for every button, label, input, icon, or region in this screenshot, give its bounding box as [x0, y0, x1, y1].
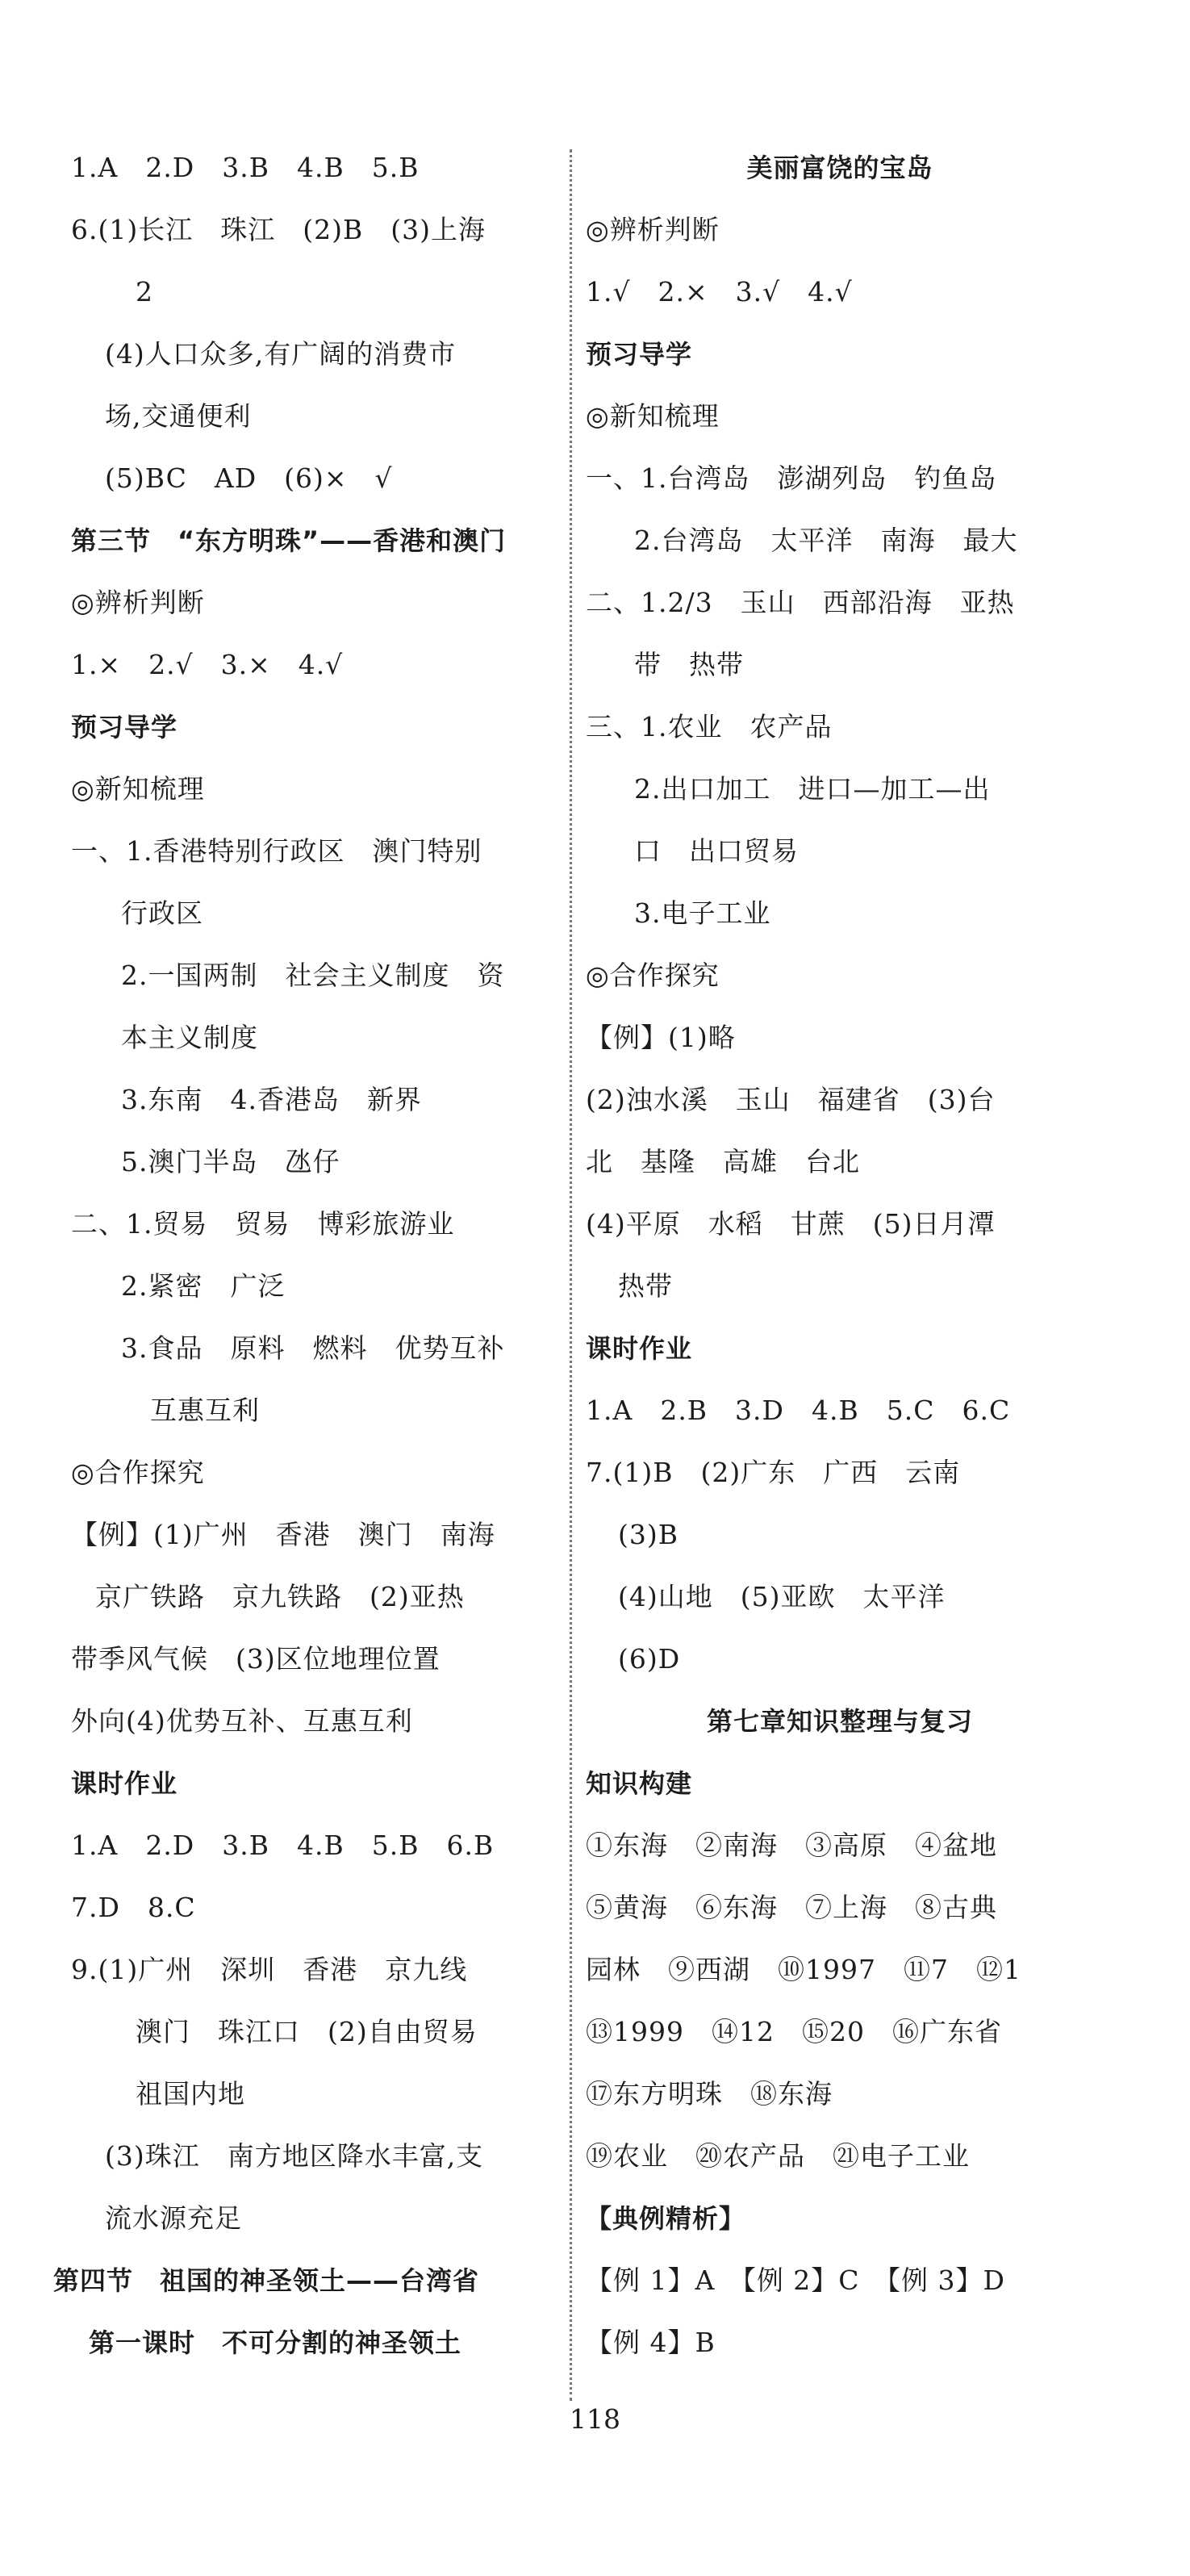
answer-line: (2)浊水溪 玉山 福建省 (3)台 [586, 1084, 996, 1115]
page-number: 118 [570, 2403, 620, 2435]
answer-line: (5)BC AD (6)× √ [105, 462, 393, 494]
answer-line: 2.台湾岛 太平洋 南海 最大 [634, 525, 1018, 556]
answer-line: ◎辨析判断 [586, 214, 720, 245]
answer-line: 外向(4)优势互补、互惠互利 [71, 1705, 413, 1737]
answer-line: 3.食品 原料 燃料 优势互补 [121, 1332, 505, 1364]
answer-line: 园林 ⑨西湖 ⑩1997 ⑪7 ⑫1 [586, 1954, 1021, 1985]
answer-line: 1.A 2.D 3.B 4.B 5.B [71, 152, 420, 183]
answer-line: (4)人口众多,有广阔的消费市 [105, 338, 457, 370]
answer-line: 互惠互利 [150, 1395, 260, 1426]
section-heading: 课时作业 [586, 1333, 693, 1364]
answer-line: 1.A 2.B 3.D 4.B 5.C 6.C [586, 1395, 1011, 1426]
answer-line: 【例】(1)略 [586, 1022, 736, 1053]
answer-line: 热带 [618, 1270, 673, 1302]
column-divider [570, 149, 572, 2401]
answer-line: 2.一国两制 社会主义制度 资 [121, 960, 505, 991]
section-heading: 第一课时 不可分割的神圣领土 [89, 2327, 462, 2358]
answer-line: 二、1.贸易 贸易 博彩旅游业 [71, 1208, 455, 1240]
answer-line: ◎合作探究 [71, 1457, 205, 1488]
answer-line: 6.(1)长江 珠江 (2)B (3)上海 [71, 214, 486, 245]
answer-line: 2 [136, 276, 153, 307]
answer-line: 【例】(1)广州 香港 澳门 南海 [71, 1519, 495, 1550]
answer-line: (6)D [618, 1643, 681, 1675]
answer-line: 1.× 2.√ 3.× 4.√ [71, 649, 344, 680]
answer-line: 2.紧密 广泛 [121, 1270, 286, 1302]
answer-line: ◎辨析判断 [71, 587, 205, 618]
answer-line: ⑤黄海 ⑥东海 ⑦上海 ⑧古典 [586, 1892, 997, 1923]
section-heading: 预习导学 [586, 339, 693, 370]
answer-line: 带 热带 [634, 649, 744, 680]
answer-line: (4)平原 水稻 甘蔗 (5)日月潭 [586, 1208, 996, 1240]
answer-line: ⑰东方明珠 ⑱东海 [586, 2078, 833, 2110]
answer-line: ①东海 ②南海 ③高原 ④盆地 [586, 1830, 997, 1861]
answer-line: 【例 4】B [586, 2327, 716, 2358]
answer-line: ⑬1999 ⑭12 ⑮20 ⑯广东省 [586, 2016, 1002, 2047]
section-heading: 第七章知识整理与复习 [706, 1706, 973, 1737]
answer-line: 澳门 珠江口 (2)自由贸易 [136, 2016, 478, 2047]
answer-line: 京广铁路 京九铁路 (2)亚热 [95, 1581, 465, 1612]
answer-line: 行政区 [121, 897, 203, 929]
answer-line: 一、1.台湾岛 澎湖列岛 钓鱼岛 [586, 462, 997, 494]
section-heading: 知识构建 [586, 1768, 693, 1799]
answer-line: 二、1.2/3 玉山 西部沿海 亚热 [586, 587, 1015, 618]
answer-line: 5.澳门半岛 氹仔 [121, 1146, 340, 1177]
section-heading: 【典例精析】 [586, 2203, 746, 2234]
answer-line: 7.(1)B (2)广东 广西 云南 [586, 1457, 961, 1488]
section-heading: 第三节 “东方明珠”——香港和澳门 [71, 525, 507, 556]
answer-line: 2.出口加工 进口—加工—出 [634, 773, 991, 805]
answer-line: (3)B [618, 1519, 679, 1550]
answer-line: ◎新知梳理 [71, 773, 205, 805]
section-heading: 课时作业 [71, 1768, 178, 1799]
answer-line: ◎新知梳理 [586, 400, 720, 432]
answer-line: 三、1.农业 农产品 [586, 711, 833, 742]
answer-line: 1.√ 2.× 3.√ 4.√ [586, 276, 853, 307]
answer-line: 【例 1】A 【例 2】C 【例 3】D [586, 2264, 1005, 2296]
answer-line: 本主义制度 [121, 1022, 258, 1053]
section-heading: 美丽富饶的宝岛 [746, 153, 933, 183]
answer-line: 一、1.香港特别行政区 澳门特别 [71, 835, 482, 867]
answer-line: 流水源充足 [105, 2202, 242, 2234]
answer-line: ⑲农业 ⑳农产品 ㉑电子工业 [586, 2140, 970, 2172]
answer-line: (3)珠江 南方地区降水丰富,支 [105, 2140, 484, 2172]
answer-line: 3.电子工业 [634, 897, 771, 929]
answer-line: 祖国内地 [136, 2078, 245, 2110]
answer-line: 场,交通便利 [105, 400, 252, 432]
section-heading: 第四节 祖国的神圣领土——台湾省 [53, 2265, 480, 2296]
section-heading: 预习导学 [71, 712, 178, 742]
answer-line: 1.A 2.D 3.B 4.B 5.B 6.B [71, 1830, 495, 1861]
answer-line: 口 出口贸易 [634, 835, 799, 867]
answer-line: 7.D 8.C [71, 1892, 196, 1923]
answer-line: 带季风气候 (3)区位地理位置 [71, 1643, 441, 1675]
answer-line: 9.(1)广州 深圳 香港 京九线 [71, 1954, 468, 1985]
answer-line: 3.东南 4.香港岛 新界 [121, 1084, 422, 1115]
answer-line: (4)山地 (5)亚欧 太平洋 [618, 1581, 946, 1612]
answer-line: 北 基隆 高雄 台北 [586, 1146, 860, 1177]
answer-line: ◎合作探究 [586, 960, 720, 991]
